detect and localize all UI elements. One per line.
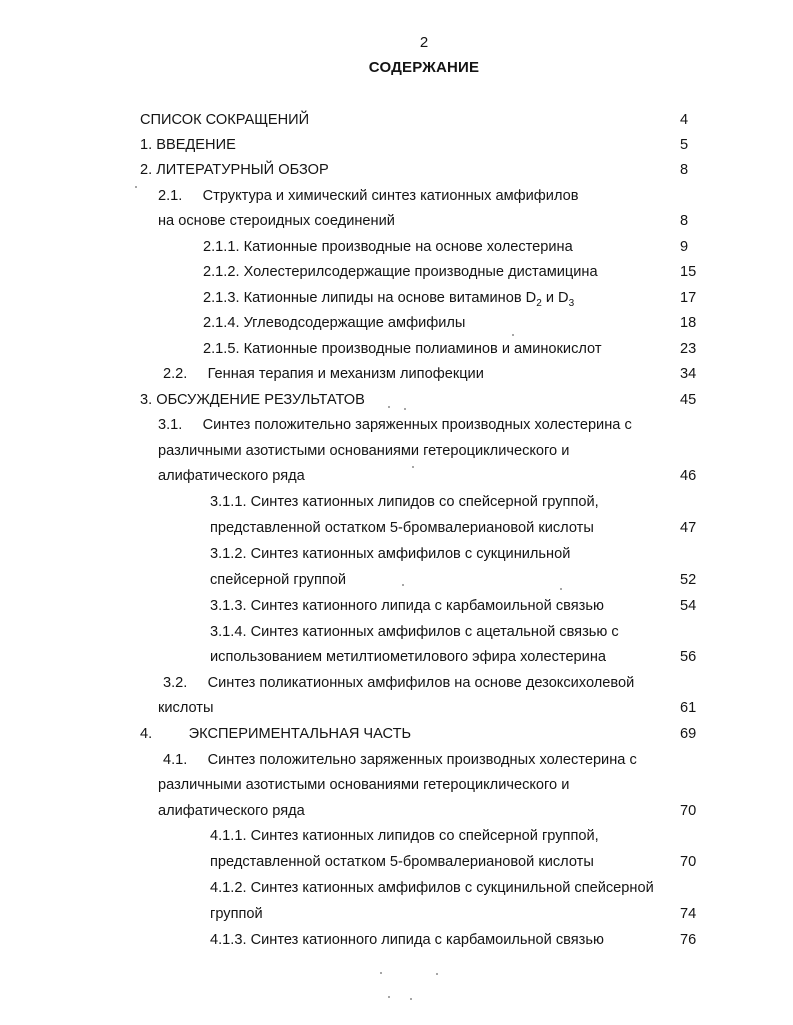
scan-speck [410, 998, 412, 1000]
toc-entry [0, 108, 793, 132]
toc-entry-title: спейсерной группой [210, 572, 347, 588]
toc-entry-title: различными азотистыми основаниями гетероциклического и [158, 777, 570, 793]
toc-entry-page: 47 [680, 520, 697, 536]
toc-entry-title: различными азотистыми основаниями гетероциклического и [158, 443, 570, 459]
toc-entry-page: 18 [680, 315, 697, 331]
page-number: 2 [419, 34, 429, 51]
toc-entry-page: 74 [680, 906, 697, 922]
toc-entry [0, 542, 793, 566]
toc-entry-title: группой [210, 906, 263, 922]
toc-entry-title: СПИСОК СОКРАЩЕНИЙ [140, 112, 310, 128]
toc-entry-page: 9 [680, 239, 689, 255]
scan-speck [436, 973, 438, 975]
toc-entry-page: 46 [680, 468, 697, 484]
toc-entry-page: 70 [680, 854, 697, 870]
subscript: 3 [568, 297, 575, 309]
toc-entry [0, 902, 793, 926]
toc-entry-page: 34 [680, 366, 697, 382]
toc-entry [0, 696, 793, 720]
scan-speck [512, 334, 514, 336]
toc-entry-title: 2.1.2. Холестерилсодержащие производные дистамицина [203, 264, 598, 280]
toc-entry [0, 490, 793, 514]
toc-entry [0, 337, 793, 361]
toc-entry [0, 773, 793, 797]
toc-entry [0, 568, 793, 592]
toc-entry [0, 671, 793, 695]
toc-entry-title: 2.1. Структура и химический синтез катионных амфифилов [158, 188, 579, 204]
toc-entry-page: 70 [680, 803, 697, 819]
toc-entry-page: 45 [680, 392, 697, 408]
toc-entry-title: 3.1.4. Синтез катионных амфифилов с ацетальной связью с [210, 624, 619, 640]
toc-entry [0, 799, 793, 823]
toc-entry-title: 2.1.5. Катионные производные полиаминов и аминокислот [203, 341, 602, 357]
toc-entry-title: 3.2. Синтез поликатионных амфифилов на основе дезоксихолевой [163, 675, 635, 691]
toc-entry-page: 15 [680, 264, 697, 280]
toc-entry [0, 876, 793, 900]
toc-entry [0, 824, 793, 848]
scan-speck [560, 588, 562, 590]
toc-entry [0, 413, 793, 437]
toc-entry-title: 2.1.1. Катионные производные на основе холестерина [203, 239, 573, 255]
scan-speck [404, 408, 406, 410]
toc-entry-page: 4 [680, 112, 689, 128]
toc-entry-title: 3.1.3. Синтез катионного липида с карбамоильной связью [210, 598, 604, 614]
toc-entry-page: 54 [680, 598, 697, 614]
toc-entry-title: 4.1.1. Синтез катионных липидов со спейсерной группой, [210, 828, 599, 844]
toc-entry-title: 1. ВВЕДЕНИЕ [140, 137, 236, 153]
toc-entry [0, 260, 793, 284]
toc-entry-page: 8 [680, 162, 689, 178]
toc-entry [0, 311, 793, 335]
toc-entry-page: 76 [680, 932, 697, 948]
toc-entry [0, 722, 793, 746]
toc-entry [0, 850, 793, 874]
toc-entry [0, 516, 793, 540]
toc-entry-title: 3.1. Синтез положительно заряженных производных холестерина с [158, 417, 632, 433]
toc-entry-page: 69 [680, 726, 697, 742]
toc-entry-title: 4. ЭКСПЕРИМЕНТАЛЬНАЯ ЧАСТЬ [140, 726, 412, 742]
toc-entry-title: 2.1.3. Катионные липиды на основе витаминов $D_2$ и $D_3$ [203, 290, 575, 309]
toc-entry-title: 3.1.2. Синтез катионных амфифилов с сукцинильной [210, 546, 571, 562]
toc-entry-page: 17 [680, 290, 697, 306]
toc-entry-title: 4.1. Синтез положительно заряженных производных холестерина с [163, 752, 637, 768]
toc-entry-page: 23 [680, 341, 697, 357]
toc-entry [0, 928, 793, 952]
subscript: 2 [536, 297, 542, 309]
toc-entry-title: представленной остатком 5-бромвалериановой кислоты [210, 520, 594, 536]
toc-entry [0, 286, 793, 310]
toc-entry-page: 8 [680, 213, 689, 229]
toc-entry [0, 235, 793, 259]
scan-speck [135, 186, 137, 188]
toc-entry-page: 61 [680, 700, 697, 716]
toc-entry-title: кислоты [158, 700, 214, 716]
scan-speck [388, 996, 390, 998]
scan-speck [388, 406, 390, 408]
toc-entry [0, 594, 793, 618]
toc-entry-page: 56 [680, 649, 697, 665]
toc-entry [0, 158, 793, 182]
toc-entry-title: 2.1.4. Углеводсодержащие амфифилы [203, 315, 466, 331]
toc-entry [0, 184, 793, 208]
toc-entry [0, 439, 793, 463]
toc-entry [0, 362, 793, 386]
toc-entry-title: 2. ЛИТЕРАТУРНЫЙ ОБЗОР [140, 162, 329, 178]
toc-entry-title: 4.1.2. Синтез катионных амфифилов с сукцинильной спейсерной [210, 880, 654, 896]
toc-entry-title: 3.1.1. Синтез катионных липидов со спейсерной группой, [210, 494, 599, 510]
toc-entry [0, 464, 793, 488]
toc-entry [0, 748, 793, 772]
toc-entry [0, 133, 793, 157]
scan-speck [402, 584, 404, 586]
page-title: СОДЕРЖАНИЕ [368, 59, 480, 76]
toc-entry [0, 645, 793, 669]
toc-entry-title: на основе стероидных соединений [158, 213, 395, 229]
toc-entry-title: 3. ОБСУЖДЕНИЕ РЕЗУЛЬТАТОВ [140, 392, 365, 408]
toc-entry-page: 52 [680, 572, 697, 588]
toc-entry-page: 5 [680, 137, 689, 153]
toc-entry [0, 209, 793, 233]
toc-entry-title: алифатического ряда [158, 468, 305, 484]
scan-speck [380, 972, 382, 974]
toc-entry-title: алифатического ряда [158, 803, 305, 819]
toc-entry [0, 620, 793, 644]
toc-entry-title: использованием метилтиометилового эфира холестерина [210, 649, 607, 665]
toc-entry [0, 388, 793, 412]
toc-entry-title: 4.1.3. Синтез катионного липида с карбамоильной связью [210, 932, 604, 948]
scan-speck [412, 466, 414, 468]
toc-entry-title: представленной остатком 5-бромвалериановой кислоты [210, 854, 594, 870]
toc-entry-title: 2.2. Генная терапия и механизм липофекции [163, 366, 484, 382]
